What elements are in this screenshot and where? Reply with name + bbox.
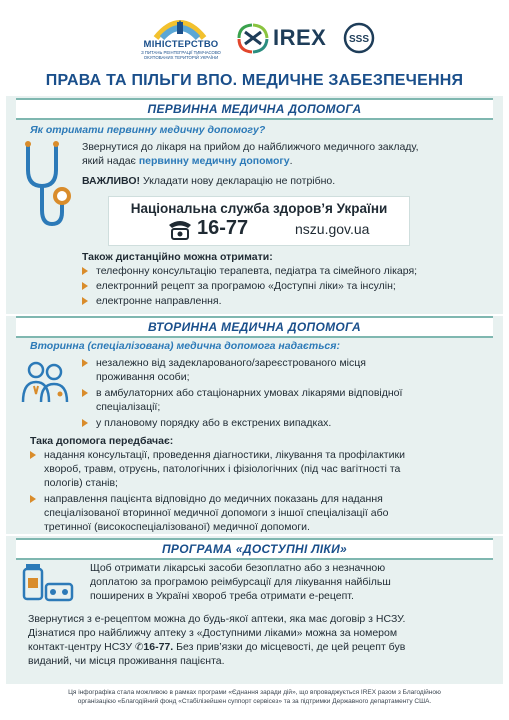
medicine-icon <box>22 562 74 602</box>
orange-arrow-icon <box>82 419 88 427</box>
nszu-phone-number[interactable]: 16-77 <box>197 217 249 239</box>
list-item <box>30 448 405 490</box>
list-item <box>82 294 222 308</box>
phone-small-icon: ✆ <box>135 642 144 653</box>
list-item <box>30 492 388 534</box>
ministry-logo-text <box>135 39 227 60</box>
provides-item-text: хвороб, травм, отруєнь, патологічних і фізіологічних (під час вагітності та <box>44 463 401 475</box>
program-phone-number[interactable]: 16-77. <box>143 641 174 653</box>
footer-disclaimer <box>0 688 509 706</box>
remote-item-text: електронний рецепт за програмою «Доступні ліки» та інсулін; <box>96 280 396 292</box>
primary-care-heading: ПЕРВИННА МЕДИЧНА ДОПОМОГА <box>147 102 362 116</box>
provides-title: Така допомога передбачає: <box>30 435 174 447</box>
remote-item-text: телефонну консультацію терапевта, педіатра та сімейного лікаря; <box>96 265 418 277</box>
page-title: ПРАВА ТА ПІЛЬГИ ВПО. МЕДИЧНЕ ЗАБЕЗПЕЧЕННЯ <box>45 72 464 89</box>
primary-care-heading-band <box>16 98 493 120</box>
provides-item-text: надання консультації, проведення діагностики, лікування та профілактики <box>44 449 405 461</box>
nszu-website-link[interactable]: nszu.gov.ua <box>295 221 370 237</box>
telephone-icon <box>167 217 193 241</box>
stethoscope-icon <box>18 140 72 232</box>
program-body-line4: виданий, чи місця проживання пацієнта. <box>28 655 225 667</box>
remote-title: Також дистанційно можна отримати: <box>82 251 273 263</box>
program-intro-line: доплатою за програмою реімбурсації для лікування найбільш <box>90 576 391 588</box>
primary-care-highlight: первинну медичну допомогу <box>138 155 290 167</box>
list-item <box>82 416 331 430</box>
ministry-subtitle: З ПИТАНЬ РЕІНТЕГРАЦІЇ ТИМЧАСОВО ОКУПОВАНИХ ТЕРИТОРІЙ УКРАЇНИ <box>141 50 221 60</box>
list-item <box>82 264 417 278</box>
sss-logo-icon <box>343 22 375 54</box>
orange-arrow-icon <box>82 389 88 397</box>
footer-line: Ця інфографіка стала можливою в рамках програми «Єднання заради дій», що впроваджується IREX разом з Благодійною <box>68 689 441 696</box>
provides-item-text: спеціалізованої вторинної медичної допомоги з іншої спеціалізації або <box>44 507 389 519</box>
important-label: ВАЖЛИВО! <box>82 175 141 187</box>
list-item <box>82 386 402 414</box>
secondary-care-heading-band <box>16 316 493 338</box>
footer-line: організацією «Благодійний фонд «Стабілізейшен суппорт сервісез» та за підтримки Державного департаменту США. <box>77 698 432 705</box>
orange-arrow-icon <box>30 451 36 459</box>
nszu-contact-box <box>108 196 410 246</box>
primary-instruction-line1: Звернутися до лікаря на прийом до найближчого медичного закладу, <box>82 141 419 153</box>
orange-arrow-icon <box>82 297 88 305</box>
orange-arrow-icon <box>30 495 36 503</box>
program-intro-line: поширених в Україні хвороб треба отримати е-рецепт. <box>90 590 354 602</box>
secondary-item-text: в амбулаторних або стаціонарних умовах лікарями відповідної <box>96 387 403 399</box>
program-heading-band <box>16 538 493 560</box>
primary-instruction-line2 <box>82 154 293 168</box>
secondary-item-text: проживання особи; <box>96 371 190 383</box>
secondary-item-text: у плановому порядку або в екстрених випадках. <box>96 417 332 429</box>
program-body-line3 <box>28 640 405 655</box>
important-text: Укладати нову декларацію не потрібно. <box>140 175 336 187</box>
secondary-care-heading: ВТОРИННА МЕДИЧНА ДОПОМОГА <box>147 320 362 334</box>
svg-text:SSS: SSS <box>348 34 370 45</box>
doctors-icon <box>20 358 70 404</box>
program-intro-line: Щоб отримати лікарські засоби безоплатно або з незначною <box>90 562 386 574</box>
nszu-title: Національна служба здоров’я України <box>130 201 388 216</box>
ministry-emblem-icon <box>152 14 208 40</box>
body-suffix: Без прив’язки до місцевості, де цей рецепт був <box>173 641 406 653</box>
secondary-question: Вторинна (спеціалізована) медична допомога надається: <box>30 340 340 352</box>
provides-item-text: третинної (високоспеціалізованої) медичної допомоги. <box>44 521 310 533</box>
program-body-line2: Дізнатися про найближчу аптеку з «Доступними ліками» можна за номером <box>28 627 398 639</box>
orange-arrow-icon <box>82 282 88 290</box>
list-item <box>82 279 396 293</box>
list-item <box>82 356 366 384</box>
orange-arrow-icon <box>82 359 88 367</box>
instruction-suffix: . <box>289 155 293 167</box>
ministry-name: МІНІСТЕРСТВО <box>143 39 219 50</box>
provides-item-text: пологів) станів; <box>44 477 118 489</box>
instruction-prefix: який надає <box>82 155 139 167</box>
program-body-line1: Звернутися з е-рецептом можна до будь-якої аптеки, яка має договір з НСЗУ. <box>28 613 406 625</box>
program-heading: ПРОГРАМА «ДОСТУПНІ ЛІКИ» <box>161 542 347 556</box>
secondary-item-text: спеціалізації; <box>96 401 161 413</box>
provides-item-text: направлення пацієнта відповідно до медичних показань для надання <box>44 493 383 505</box>
important-note <box>82 174 335 188</box>
irex-logo-text: IREX <box>273 25 327 50</box>
orange-arrow-icon <box>82 267 88 275</box>
remote-item-text: електронне направлення. <box>96 295 222 307</box>
irex-logo-icon <box>236 22 270 54</box>
body-prefix: контакт-центру НСЗУ <box>28 641 135 653</box>
header-logos <box>0 0 509 74</box>
secondary-item-text: незалежно від задекларованого/зареєстрованого місця <box>96 357 366 369</box>
primary-question: Як отримати первинну медичну допомогу? <box>30 124 266 136</box>
